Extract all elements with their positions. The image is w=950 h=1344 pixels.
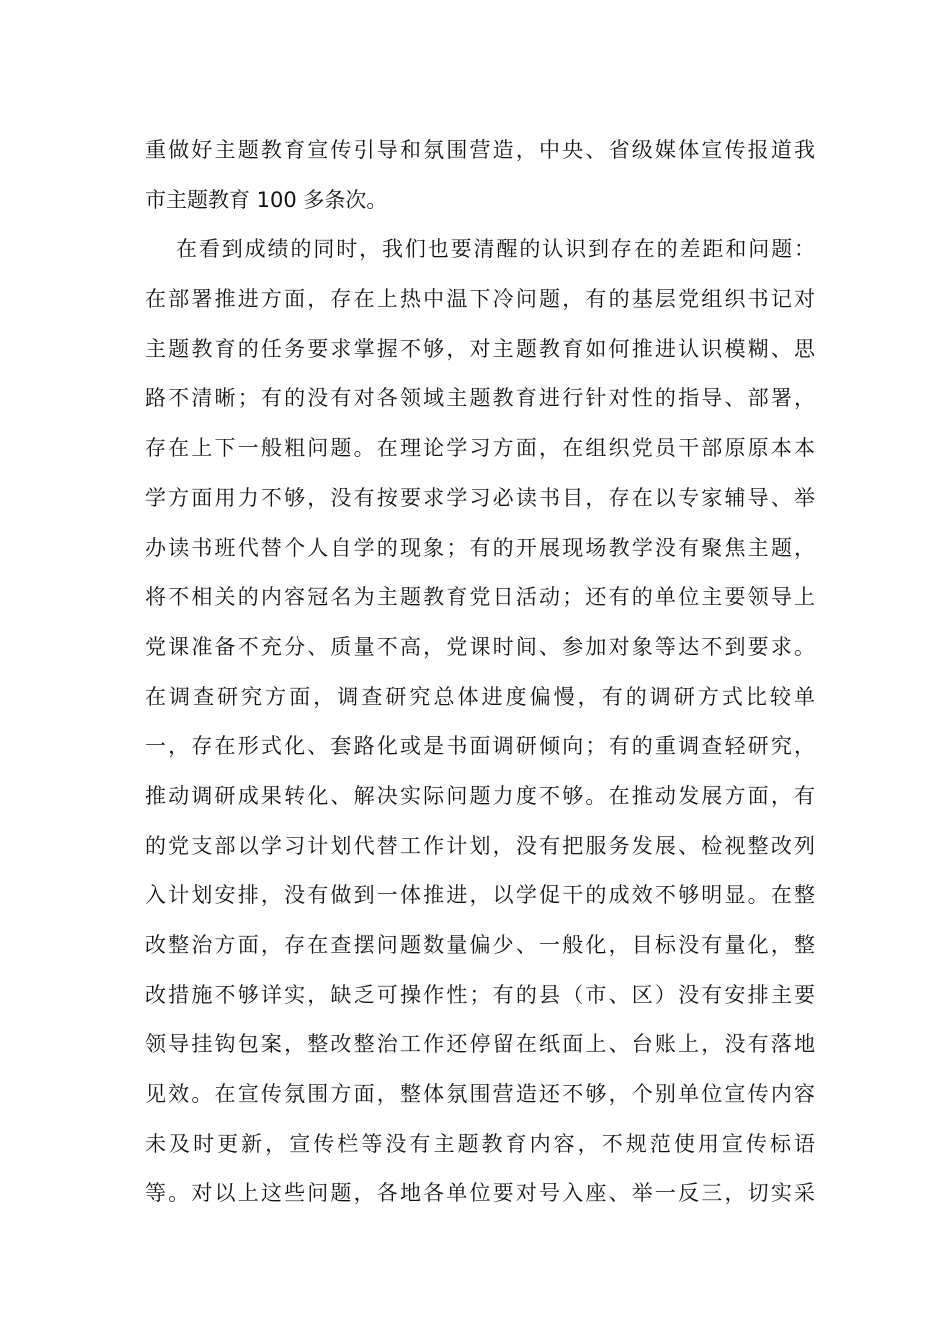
body-text — [145, 126, 815, 1219]
text-line: 重做好主题教育宣传引导和氛围营造，中央、省级媒体宣传报道我 — [145, 138, 815, 162]
text-line: 在调查研究方面，调查研究总体进度偏慢，有的调研方式比较单 — [145, 684, 815, 709]
text-line: 的党支部以学习计划代替工作计划，没有把服务发展、检视整改列 — [145, 833, 815, 858]
paragraph-2 — [145, 225, 815, 1219]
text-line: 存在上下一般粗问题。在理论学习方面，在组织党员干部原原本本 — [145, 436, 815, 461]
text-line: 一，存在形式化、套路化或是书面调研倾向；有的重调查轻研究， — [145, 734, 815, 759]
text-line: 市主题教育 100 多条次。 — [145, 187, 388, 212]
text-line: 在看到成绩的同时，我们也要清醒的认识到存在的差距和问题： — [176, 237, 815, 262]
text-line: 未及时更新，宣传栏等没有主题教育内容，不规范使用宣传标语 — [145, 1131, 815, 1156]
paragraph-1 — [145, 126, 815, 225]
text-line: 将不相关的内容冠名为主题教育党日活动；还有的单位主要领导上 — [145, 585, 815, 610]
text-line: 入计划安排，没有做到一体推进，以学促干的成效不够明显。在整 — [145, 883, 815, 908]
text-line: 党课准备不充分、质量不高，党课时间、参加对象等达不到要求。 — [145, 634, 815, 659]
text-line: 见效。在宣传氛围方面，整体氛围营造还不够，个别单位宣传内容 — [145, 1082, 815, 1107]
text-line: 领导挂钩包案，整改整治工作还停留在纸面上、台账上，没有落地 — [145, 1032, 815, 1057]
text-line: 在部署推进方面，存在上热中温下冷问题，有的基层党组织书记对 — [145, 287, 815, 312]
text-line: 等。对以上这些问题，各地各单位要对号入座、举一反三，切实采 — [145, 1181, 815, 1206]
text-line: 学方面用力不够，没有按要求学习必读书目，存在以专家辅导、举 — [145, 485, 815, 510]
text-line: 办读书班代替个人自学的现象；有的开展现场教学没有聚焦主题， — [145, 535, 815, 560]
text-line: 推动调研成果转化、解决实际问题力度不够。在推动发展方面，有 — [145, 783, 815, 808]
text-line: 路不清晰；有的没有对各领域主题教育进行针对性的指导、部署， — [145, 386, 815, 411]
text-line: 主题教育的任务要求掌握不够，对主题教育如何推进认识模糊、思 — [145, 336, 815, 361]
text-line: 改整治方面，存在查摆问题数量偏少、一般化，目标没有量化，整 — [145, 933, 815, 957]
text-line: 改措施不够详实，缺乏可操作性；有的县（市、区）没有安排主要 — [145, 982, 815, 1007]
